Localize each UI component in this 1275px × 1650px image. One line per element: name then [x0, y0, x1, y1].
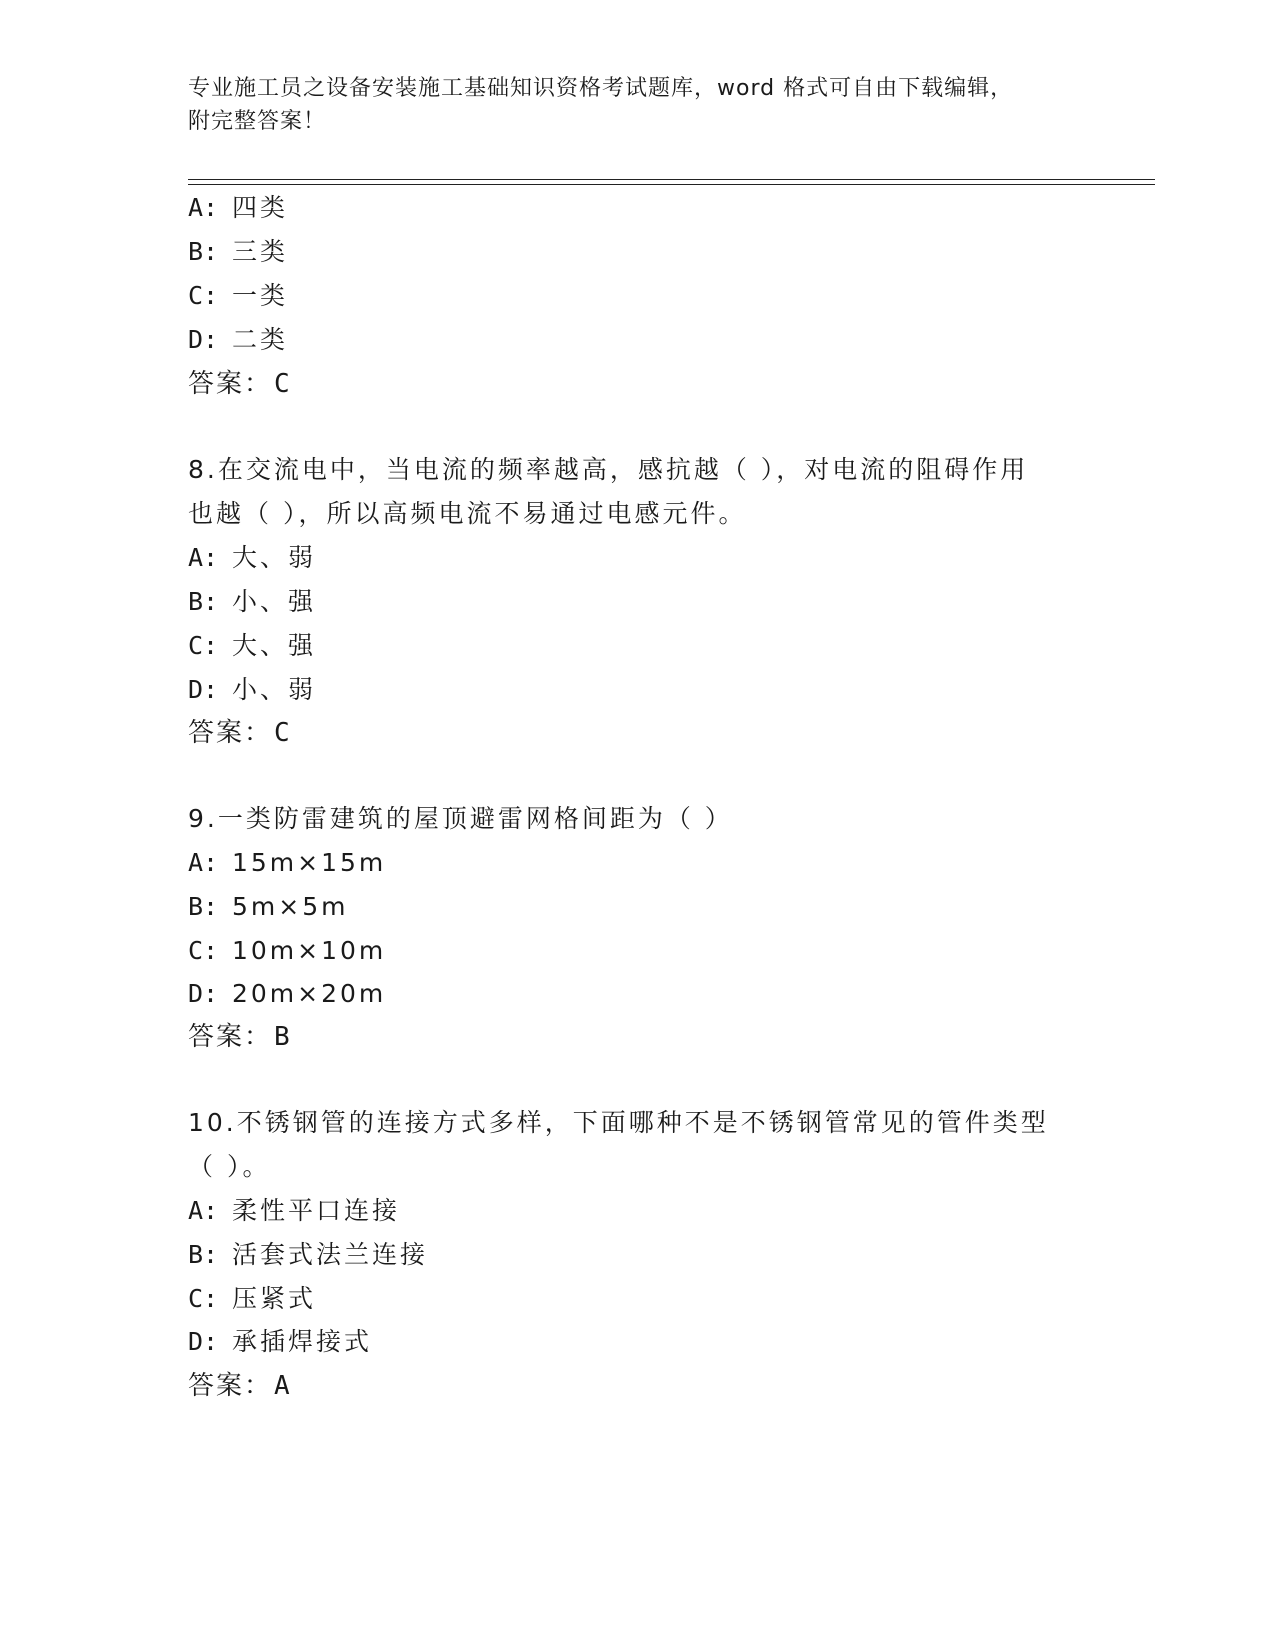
option-key: D: — [188, 979, 219, 1008]
answer-label: 答案： — [188, 1022, 273, 1052]
header-line-2: 附完整答案！ — [188, 109, 327, 134]
option-key: A: — [188, 543, 219, 572]
answer-value: A — [274, 1371, 292, 1401]
q9-stem-line-1: 9.一类防雷建筑的屋顶避雷网格间距为（ ） — [188, 804, 733, 833]
option-key: B: — [188, 892, 219, 921]
option-text: 15m×15m — [232, 848, 387, 877]
option-text: 小、强 — [232, 587, 317, 616]
q9-option-d — [188, 978, 386, 1010]
option-text: 5m×5m — [232, 892, 349, 921]
answer-value: C — [274, 718, 292, 748]
q8-option-b — [188, 586, 316, 618]
q8-stem-line-1: 8.在交流电中，当电流的频率越高，感抗越（ ），对电流的阻碍作用 — [188, 455, 1029, 484]
option-text: 三类 — [232, 237, 289, 266]
q8-answer — [188, 717, 292, 749]
q8-option-d — [188, 674, 316, 706]
header-divider-top — [188, 179, 1155, 180]
option-key: B: — [188, 587, 219, 616]
q7-option-b — [188, 236, 288, 268]
q9-option-c — [188, 935, 386, 967]
option-text: 活套式法兰连接 — [232, 1240, 429, 1269]
option-text: 一类 — [232, 281, 289, 310]
header-line-1: 专业施工员之设备安装施工基础知识资格考试题库，word 格式可自由下载编辑， — [188, 76, 1014, 101]
q10-answer — [188, 1370, 292, 1402]
option-text: 柔性平口连接 — [232, 1196, 401, 1225]
option-key: B: — [188, 237, 219, 266]
q7-option-a — [188, 192, 288, 224]
answer-label: 答案： — [188, 1371, 273, 1401]
q9-option-b — [188, 891, 348, 923]
option-key: D: — [188, 325, 219, 354]
q10-option-d — [188, 1326, 372, 1358]
answer-value: C — [274, 369, 292, 399]
option-key: A: — [188, 848, 219, 877]
q7-option-d — [188, 324, 288, 356]
option-key: C: — [188, 631, 219, 660]
option-text: 10m×10m — [232, 936, 387, 965]
q10-option-b — [188, 1239, 428, 1271]
option-key: B: — [188, 1240, 219, 1269]
q10-stem-line-1: 10.不锈钢管的连接方式多样，下面哪种不是不锈钢管常见的管件类型 — [188, 1108, 1049, 1137]
option-key: D: — [188, 675, 219, 704]
header-divider-bottom — [188, 184, 1155, 185]
q8-option-c — [188, 630, 316, 662]
q9-answer — [188, 1021, 292, 1053]
q10-option-c — [188, 1283, 316, 1315]
q9-option-a — [188, 847, 386, 879]
q8-stem-line-2: 也越（ ），所以高频电流不易通过电感元件。 — [188, 499, 747, 528]
answer-label: 答案： — [188, 369, 273, 399]
q7-answer — [188, 368, 292, 400]
answer-value: B — [274, 1022, 292, 1052]
q10-stem-line-2: （ ）。 — [188, 1152, 271, 1181]
option-text: 大、强 — [232, 631, 317, 660]
option-text: 小、弱 — [232, 675, 317, 704]
answer-label: 答案： — [188, 718, 273, 748]
option-text: 承插焊接式 — [232, 1327, 373, 1356]
document-header — [188, 72, 1088, 138]
option-key: C: — [188, 936, 219, 965]
option-text: 二类 — [232, 325, 289, 354]
option-key: C: — [188, 281, 219, 310]
option-key: A: — [188, 193, 219, 222]
q8-option-a — [188, 542, 316, 574]
option-text: 20m×20m — [232, 979, 387, 1008]
q10-option-a — [188, 1195, 400, 1227]
option-text: 四类 — [232, 193, 289, 222]
option-key: A: — [188, 1196, 219, 1225]
q7-option-c — [188, 280, 288, 312]
option-key: C: — [188, 1284, 219, 1313]
option-key: D: — [188, 1327, 219, 1356]
option-text: 压紧式 — [232, 1284, 317, 1313]
option-text: 大、弱 — [232, 543, 317, 572]
